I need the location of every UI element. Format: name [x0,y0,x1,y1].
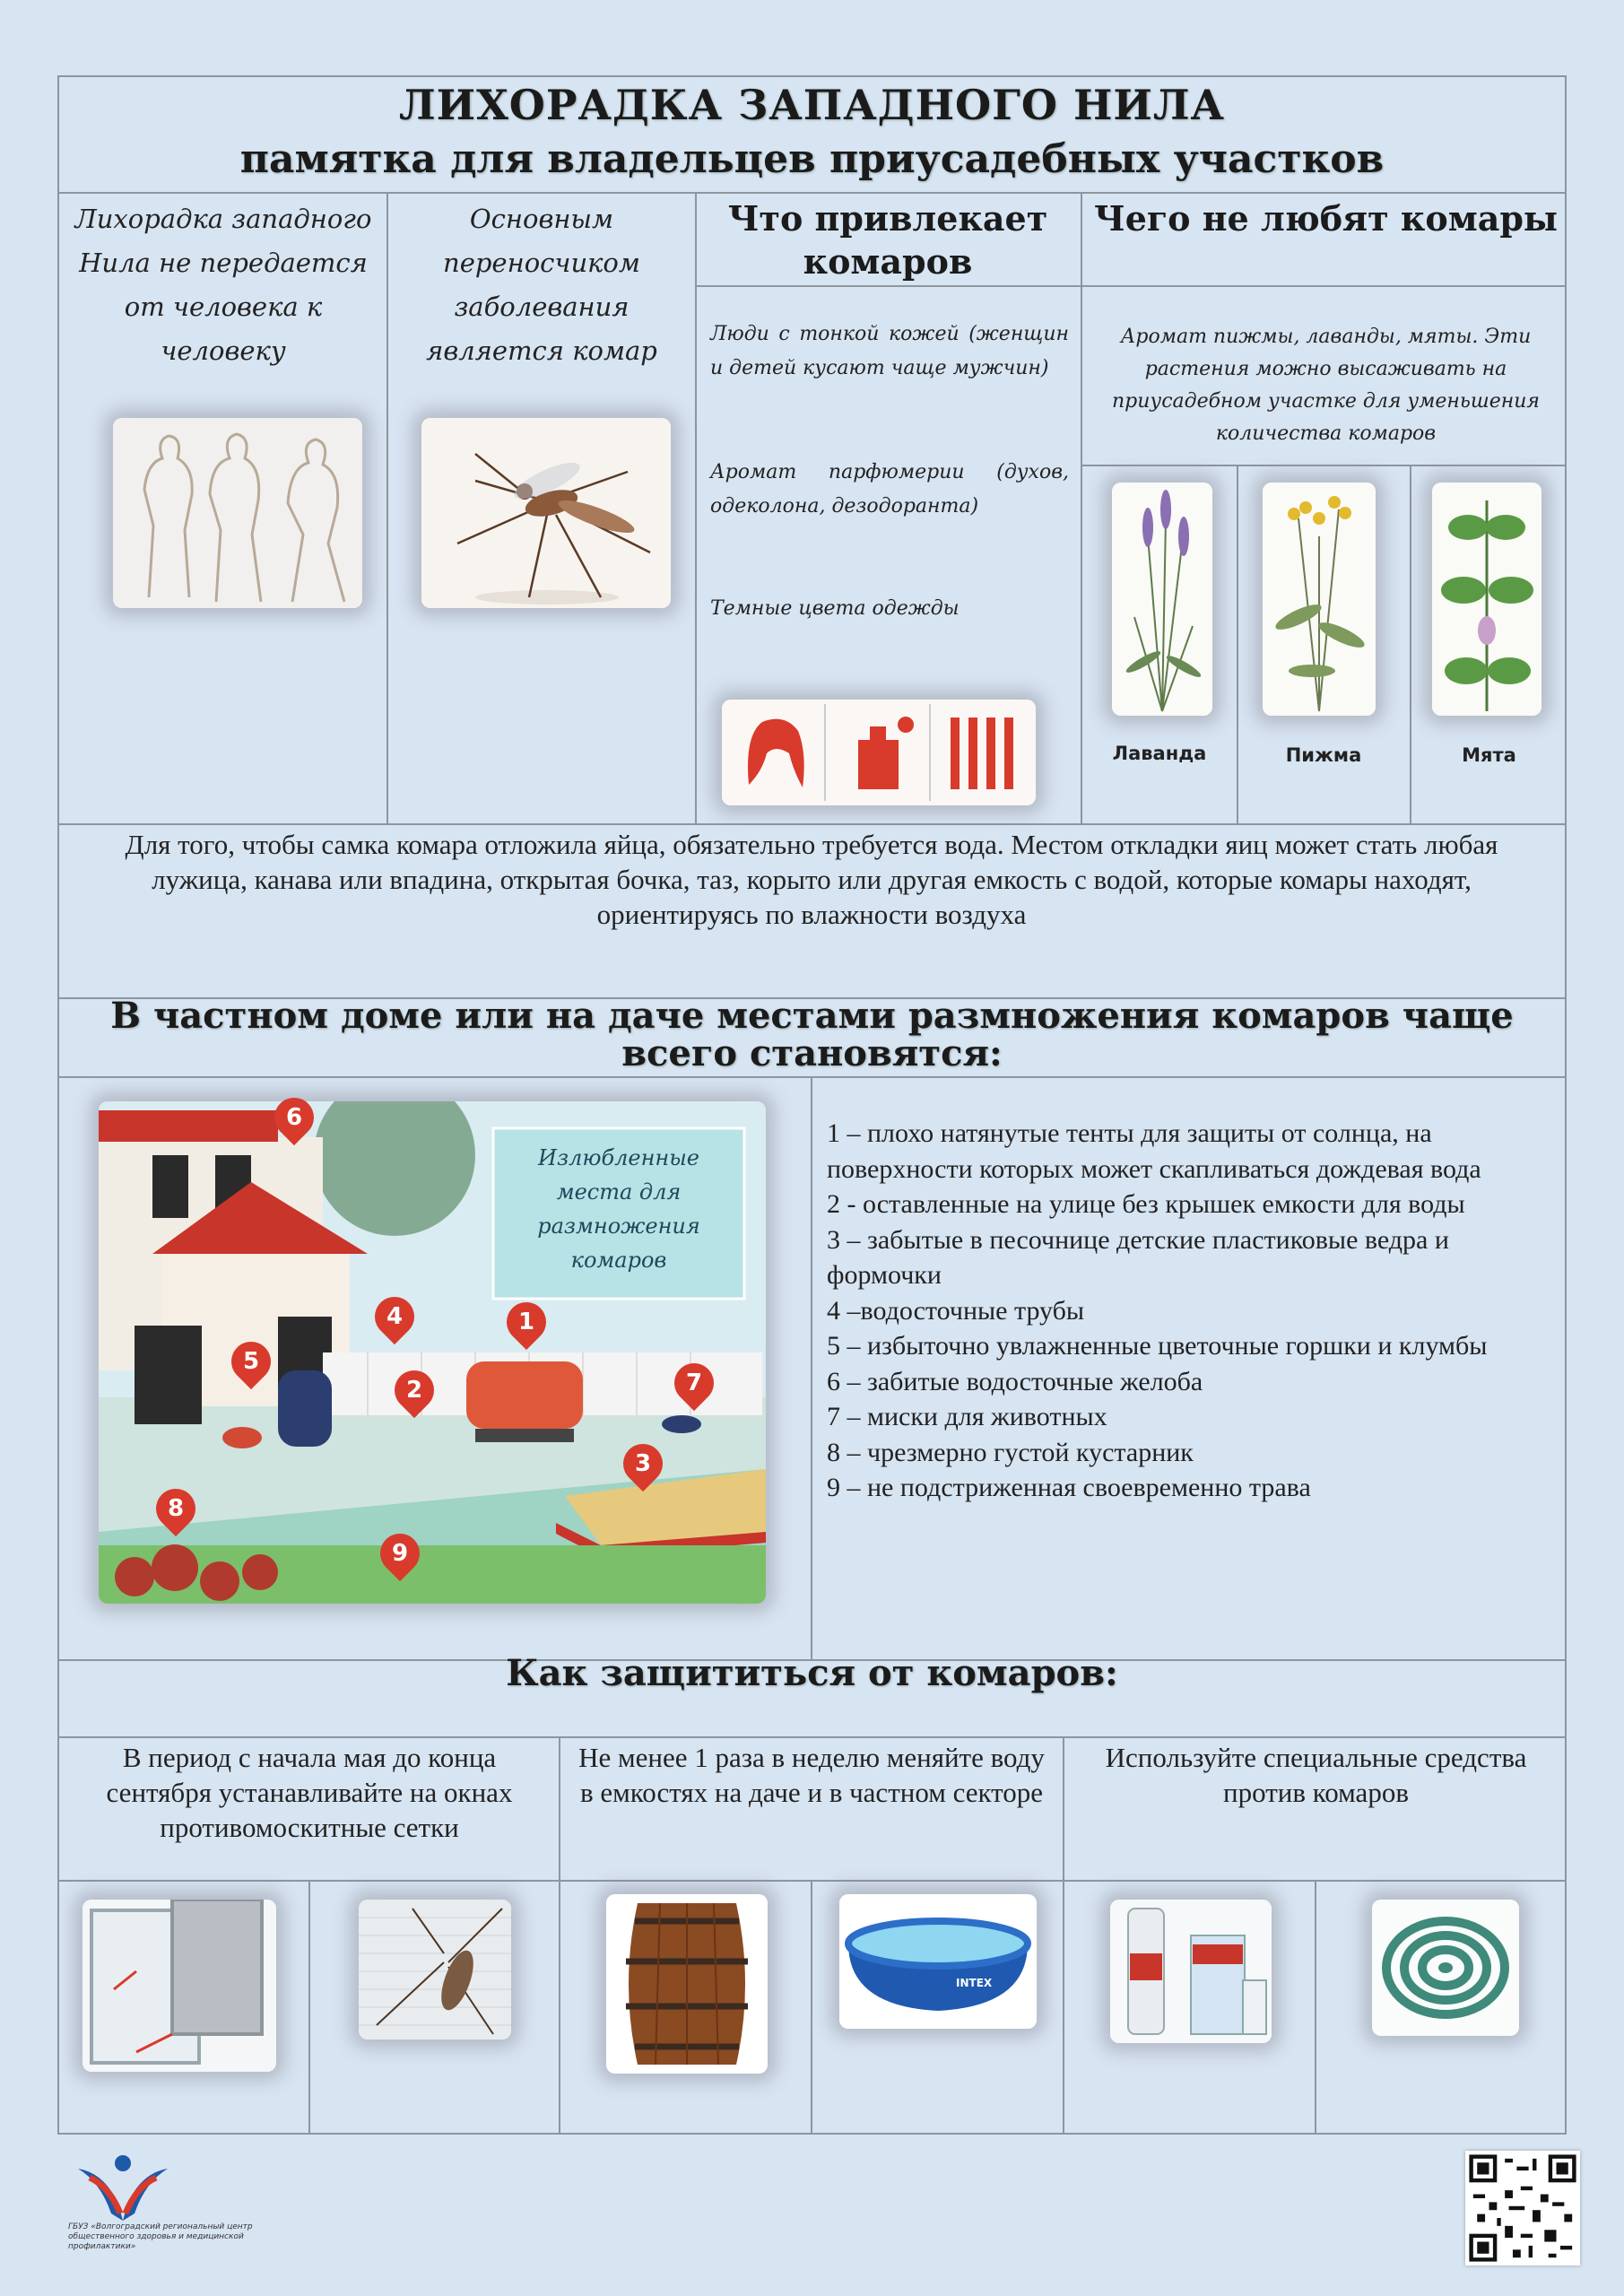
divider [1315,1880,1316,2135]
water-note: Для того, чтобы самка комара отложила яйца, обязательно требуется вода. Местом откладки яиц может стать любая лужица, канава или впадина, открытая бочка, таз, корыто или другая емкость с водой, которые комары находят, ориентируясь по влажности воздуха [125,829,1498,930]
marker-label: 4 [386,1303,404,1330]
divider [1237,465,1238,823]
repellent-products-image [1110,1900,1272,2043]
mint-image [1432,483,1541,716]
divider [308,1880,310,2135]
divider [811,1076,812,1659]
plant-label-tansy: Пижма [1285,744,1362,766]
marker-label: 8 [167,1495,185,1522]
tip-repellents: Используйте специальные средства против комаров [1105,1742,1527,1808]
organization-name: ГБУЗ «Волгоградский региональный центр общественного здоровья и медицинской профилактики» [68,2222,253,2251]
qr-code[interactable] [1465,2151,1580,2266]
attractors-icons-image [722,700,1036,805]
divider [1081,465,1567,466]
lavender-image [1112,483,1212,716]
list-item: 2 - оставленные на улице без крышек емкости для воды [827,1189,1465,1219]
fact-not-transmitted: Лихорадка западного Нила не передается от человека к человеку [74,204,372,366]
mosquito-on-net-image [359,1900,511,2039]
divider [811,1880,812,2135]
marker-label: 6 [285,1104,303,1131]
fact-carrier: Основным переносчиком заболевания является комар [426,204,657,366]
dislikes-heading: Чего не любят комары [1094,198,1558,239]
pool-image [839,1894,1037,2029]
divider [1410,465,1411,823]
window-net-image [83,1900,276,2072]
list-item: 4 –водосточные трубы [827,1295,1085,1326]
divider [559,1880,560,2135]
organization-logo [74,2151,172,2222]
divider [386,192,388,823]
page-subtitle: памятка для владельцев приусадебных участков [239,136,1385,182]
list-item: 3 – забытые в песочнице детские пластиковые ведра и формочки [827,1224,1449,1290]
attracts-item-perfume: Аромат парфюмерии (духов, одеколона, дезодоранта) [710,461,1069,517]
marker-label: 5 [242,1348,260,1375]
breeding-list [827,1116,1553,1506]
marker-label: 2 [405,1377,423,1404]
attracts-item-dark-clothes: Темные цвета одежды [710,597,960,620]
marker-label: 1 [517,1309,535,1335]
list-item: 6 – забитые водосточные желоба [827,1366,1203,1396]
list-item: 5 – избыточно увлажненные цветочные горшки и клумбы [827,1331,1488,1361]
tansy-image [1263,483,1376,716]
list-item: 8 – чрезмерно густой кустарник [827,1437,1194,1467]
page-title: ЛИХОРАДКА ЗАПАДНОГО НИЛА [398,81,1226,129]
protect-heading: Как защититься от комаров: [506,1652,1118,1694]
breeding-heading: В частном доме или на даче местами размножения комаров чаще всего становятся: [110,995,1514,1074]
mosquito-coil-image [1372,1900,1519,2036]
divider [1063,1880,1064,2135]
plant-label-mint: Мята [1462,744,1516,766]
people-silhouettes-image [113,418,362,608]
plant-label-lavender: Лаванда [1112,743,1207,764]
list-item: 7 – миски для животных [827,1402,1107,1431]
barrel-image [606,1894,768,2074]
divider [57,823,1567,825]
divider [695,285,1567,287]
attracts-heading: Что привлекает комаров [727,198,1048,282]
breeding-sites-illustration [99,1101,766,1604]
divider [57,192,1567,194]
divider [1063,1736,1064,1880]
illustration-caption: Излюбленные места для размножения комаров [537,1145,700,1273]
mosquito-image [421,418,671,608]
attracts-item-skin: Люди с тонкой кожей (женщин и детей кусают чаще мужчин) [710,323,1069,379]
marker-label: 9 [391,1540,409,1567]
divider [57,1736,1567,1738]
tip-window-nets: В период с начала мая до конца сентября устанавливайте на окнах противомоскитные сетки [106,1742,513,1843]
divider [559,1736,560,1880]
dislikes-text: Аромат пижмы, лаванды, мяты. Эти растения можно высаживать на приусадебном участке для уменьшения количества комаров [1112,326,1540,445]
list-item: 1 – плохо натянутые тенты для защиты от солнца, на поверхности которых может скапливаться дождевая вода [827,1118,1481,1184]
marker-label: 7 [685,1370,703,1396]
pool-brand: INTEX [956,1977,993,1989]
list-item: 9 – не подстриженная своевременно трава [827,1473,1311,1502]
tip-change-water: Не менее 1 раза в неделю меняйте воду в емкостях на даче и в частном секторе [578,1742,1045,1808]
marker-label: 3 [634,1450,652,1477]
